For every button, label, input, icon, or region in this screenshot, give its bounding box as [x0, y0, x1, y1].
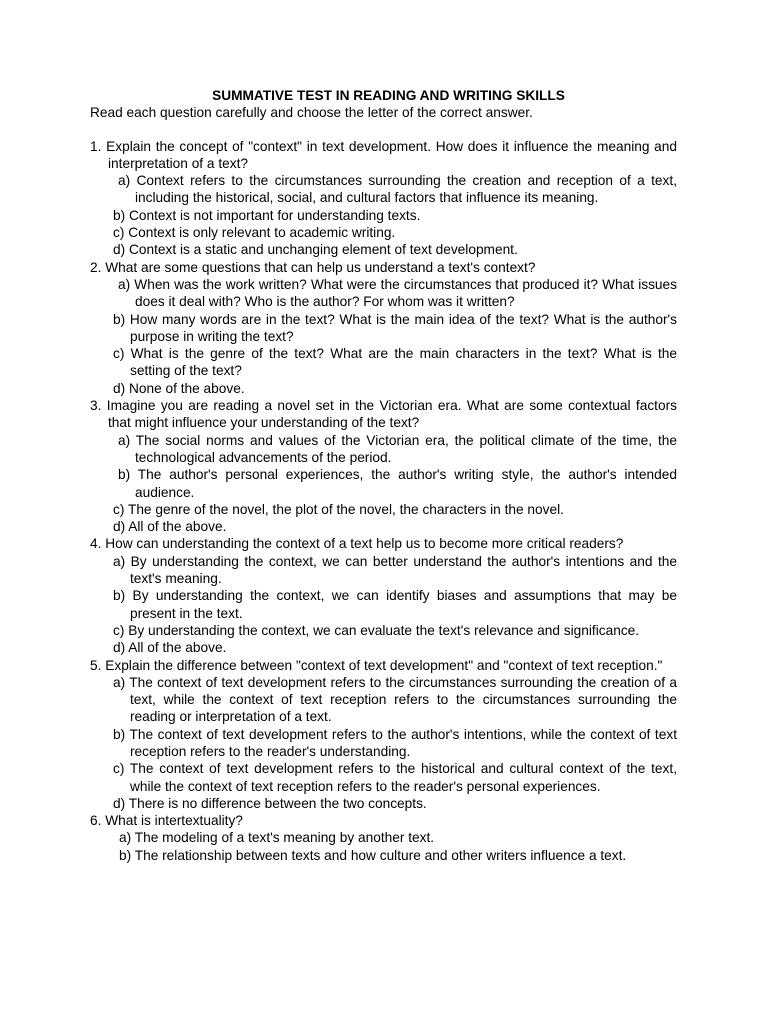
option-d: d) There is no difference between the two concepts.: [113, 795, 427, 811]
question-stem: 2. What are some questions that can help us understand a text's context?: [90, 259, 536, 275]
instructions: Read each question carefully and choose the letter of the correct answer.: [90, 105, 533, 121]
option-b: b) The relationship between texts and how culture and other writers influence a text.: [119, 847, 627, 863]
option-d: d) All of the above.: [113, 519, 227, 535]
question-6: [90, 812, 677, 864]
question-stem: 1. Explain the concept of "context" in text development. How does it influence the meaning and interpretation of a text?: [90, 138, 677, 171]
question-stem: 5. Explain the difference between "context of text development" and "context of text reception.": [90, 657, 663, 673]
question-5: [90, 657, 677, 813]
option-d: d) Context is a static and unchanging element of text development.: [113, 242, 518, 258]
question-1: [90, 138, 677, 259]
option-d: d) None of the above.: [113, 380, 245, 396]
option-d: d) All of the above.: [113, 640, 227, 656]
question-4: [90, 535, 677, 656]
option-list: [90, 829, 677, 864]
option-list: [90, 432, 677, 536]
question-2: [90, 259, 677, 397]
option-c: c) The context of text development refers to the historical and cultural context of the text, while the context of text reception refers to the reader's personal experiences.: [113, 761, 677, 794]
option-a: a) The context of text development refers to the circumstances surrounding the creation of a text, while the context of text reception refers to the circumstances surrounding the reading or interpretation of a text.: [113, 674, 677, 725]
question-3: [90, 397, 677, 535]
option-a: a) The modeling of a text's meaning by another text.: [119, 830, 435, 846]
option-a: a) By understanding the context, we can better understand the author's intentions and the text's meaning.: [113, 553, 677, 587]
option-c: c) The genre of the novel, the plot of the novel, the characters in the novel.: [113, 501, 564, 517]
option-b: b) The author's personal experiences, the author's writing style, the author's intended audience.: [118, 467, 677, 500]
option-list: [90, 276, 677, 397]
option-b: b) Context is not important for understanding texts.: [113, 207, 421, 223]
option-c: c) By understanding the context, we can evaluate the text's relevance and significance.: [113, 622, 640, 638]
question-stem: 4. How can understanding the context of a text help us to become more critical readers?: [90, 536, 624, 552]
option-b: b) By understanding the context, we can identify biases and assumptions that may be present in the text.: [113, 588, 677, 621]
question-stem: 6. What is intertextuality?: [90, 813, 243, 829]
option-list: [90, 172, 677, 258]
option-a: a) Context refers to the circumstances surrounding the creation and reception of a text, including the historical, social, and cultural factors that influence its meaning.: [118, 173, 677, 206]
test-page: [90, 87, 677, 864]
option-list: [90, 553, 677, 657]
page-title: SUMMATIVE TEST IN READING AND WRITING SKILLS: [212, 88, 565, 103]
question-stem: 3. Imagine you are reading a novel set in the Victorian era. What are some contextual factors that might influence your understanding of the text?: [90, 398, 677, 431]
option-a: a) The social norms and values of the Victorian era, the political climate of the time, the technological advancements of the period.: [118, 432, 677, 465]
option-b: b) The context of text development refers to the author's intentions, while the context of text reception refers to the reader's understanding.: [113, 726, 677, 759]
option-a: a) When was the work written? What were the circumstances that produced it? What issues does it deal with? Who is the author? For whom was it written?: [118, 276, 677, 310]
option-c: c) What is the genre of the text? What are the main characters in the text? What is the setting of the text?: [113, 346, 677, 379]
option-list: [90, 674, 677, 812]
option-b: b) How many words are in the text? What is the main idea of the text? What is the author's purpose in writing the text?: [113, 311, 677, 344]
option-c: c) Context is only relevant to academic writing.: [113, 225, 396, 241]
